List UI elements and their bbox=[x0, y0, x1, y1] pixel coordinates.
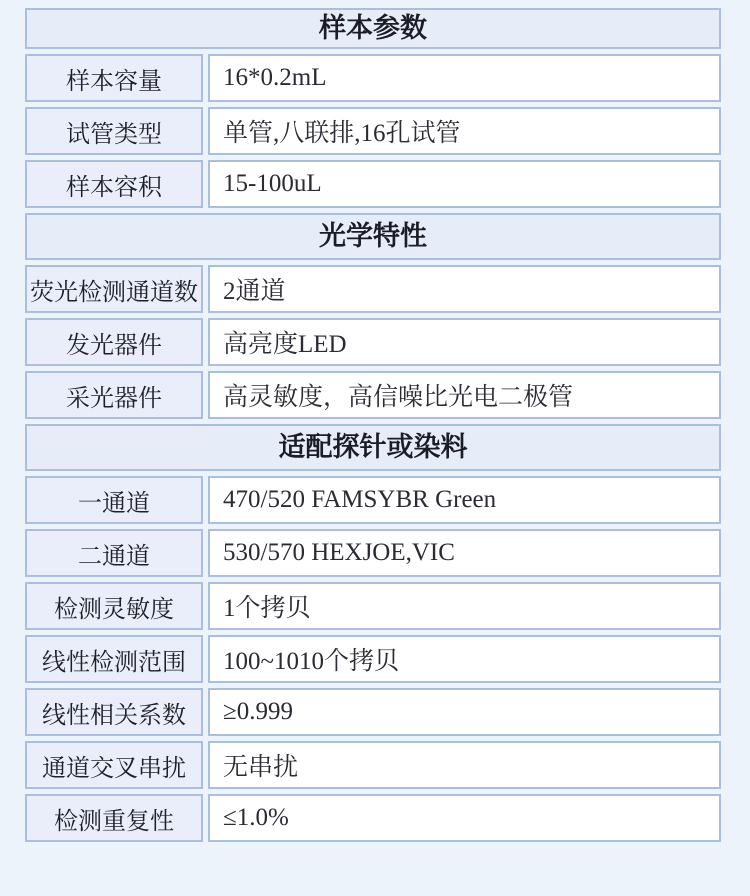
spec-label-cell: 线性相关系数 bbox=[25, 688, 203, 736]
spec-label-cell: 发光器件 bbox=[25, 318, 203, 366]
table-row bbox=[25, 107, 721, 155]
spec-value-cell: ≤1.0% bbox=[208, 794, 721, 842]
section-header bbox=[25, 8, 721, 49]
section-header bbox=[25, 213, 721, 260]
spec-value-cell: 单管,八联排,16孔试管 bbox=[208, 107, 721, 155]
table-row bbox=[25, 265, 721, 313]
spec-value-cell: 1个拷贝 bbox=[208, 582, 721, 630]
spec-label-cell: 样本容积 bbox=[25, 160, 203, 208]
spec-label-cell: 一通道 bbox=[25, 476, 203, 524]
table-row bbox=[25, 741, 721, 789]
spec-value-cell: 高亮度LED bbox=[208, 318, 721, 366]
spec-label-cell: 试管类型 bbox=[25, 107, 203, 155]
spec-value-cell: 16*0.2mL bbox=[208, 54, 721, 102]
table-row bbox=[25, 54, 721, 102]
table-row bbox=[25, 160, 721, 208]
spec-value-cell: 530/570 HEXJOE,VIC bbox=[208, 529, 721, 577]
table-row bbox=[25, 635, 721, 683]
spec-value-cell: 470/520 FAMSYBR Green bbox=[208, 476, 721, 524]
spec-label-cell: 荧光检测通道数 bbox=[25, 265, 203, 313]
spec-label-cell: 检测重复性 bbox=[25, 794, 203, 842]
section-title: 样本参数 bbox=[319, 13, 427, 43]
section-title: 光学特性 bbox=[319, 221, 427, 251]
spec-value-cell: 无串扰 bbox=[208, 741, 721, 789]
spec-label-cell: 样本容量 bbox=[25, 54, 203, 102]
spec-label-cell: 二通道 bbox=[25, 529, 203, 577]
spec-label-cell: 通道交叉串扰 bbox=[25, 741, 203, 789]
table-row bbox=[25, 371, 721, 419]
spec-value-cell: 2通道 bbox=[208, 265, 721, 313]
spec-label-cell: 检测灵敏度 bbox=[25, 582, 203, 630]
spec-label-cell: 线性检测范围 bbox=[25, 635, 203, 683]
spec-value-cell: ≥0.999 bbox=[208, 688, 721, 736]
spec-table bbox=[25, 8, 721, 842]
table-row bbox=[25, 318, 721, 366]
spec-value-cell: 100~1010个拷贝 bbox=[208, 635, 721, 683]
section-header bbox=[25, 424, 721, 471]
table-row bbox=[25, 529, 721, 577]
section-title: 适配探针或染料 bbox=[278, 432, 468, 462]
table-row bbox=[25, 688, 721, 736]
spec-label-cell: 采光器件 bbox=[25, 371, 203, 419]
table-row bbox=[25, 476, 721, 524]
spec-value-cell: 高灵敏度，高信噪比光电二极管 bbox=[208, 371, 721, 419]
table-row bbox=[25, 794, 721, 842]
table-row bbox=[25, 582, 721, 630]
spec-value-cell: 15-100uL bbox=[208, 160, 721, 208]
